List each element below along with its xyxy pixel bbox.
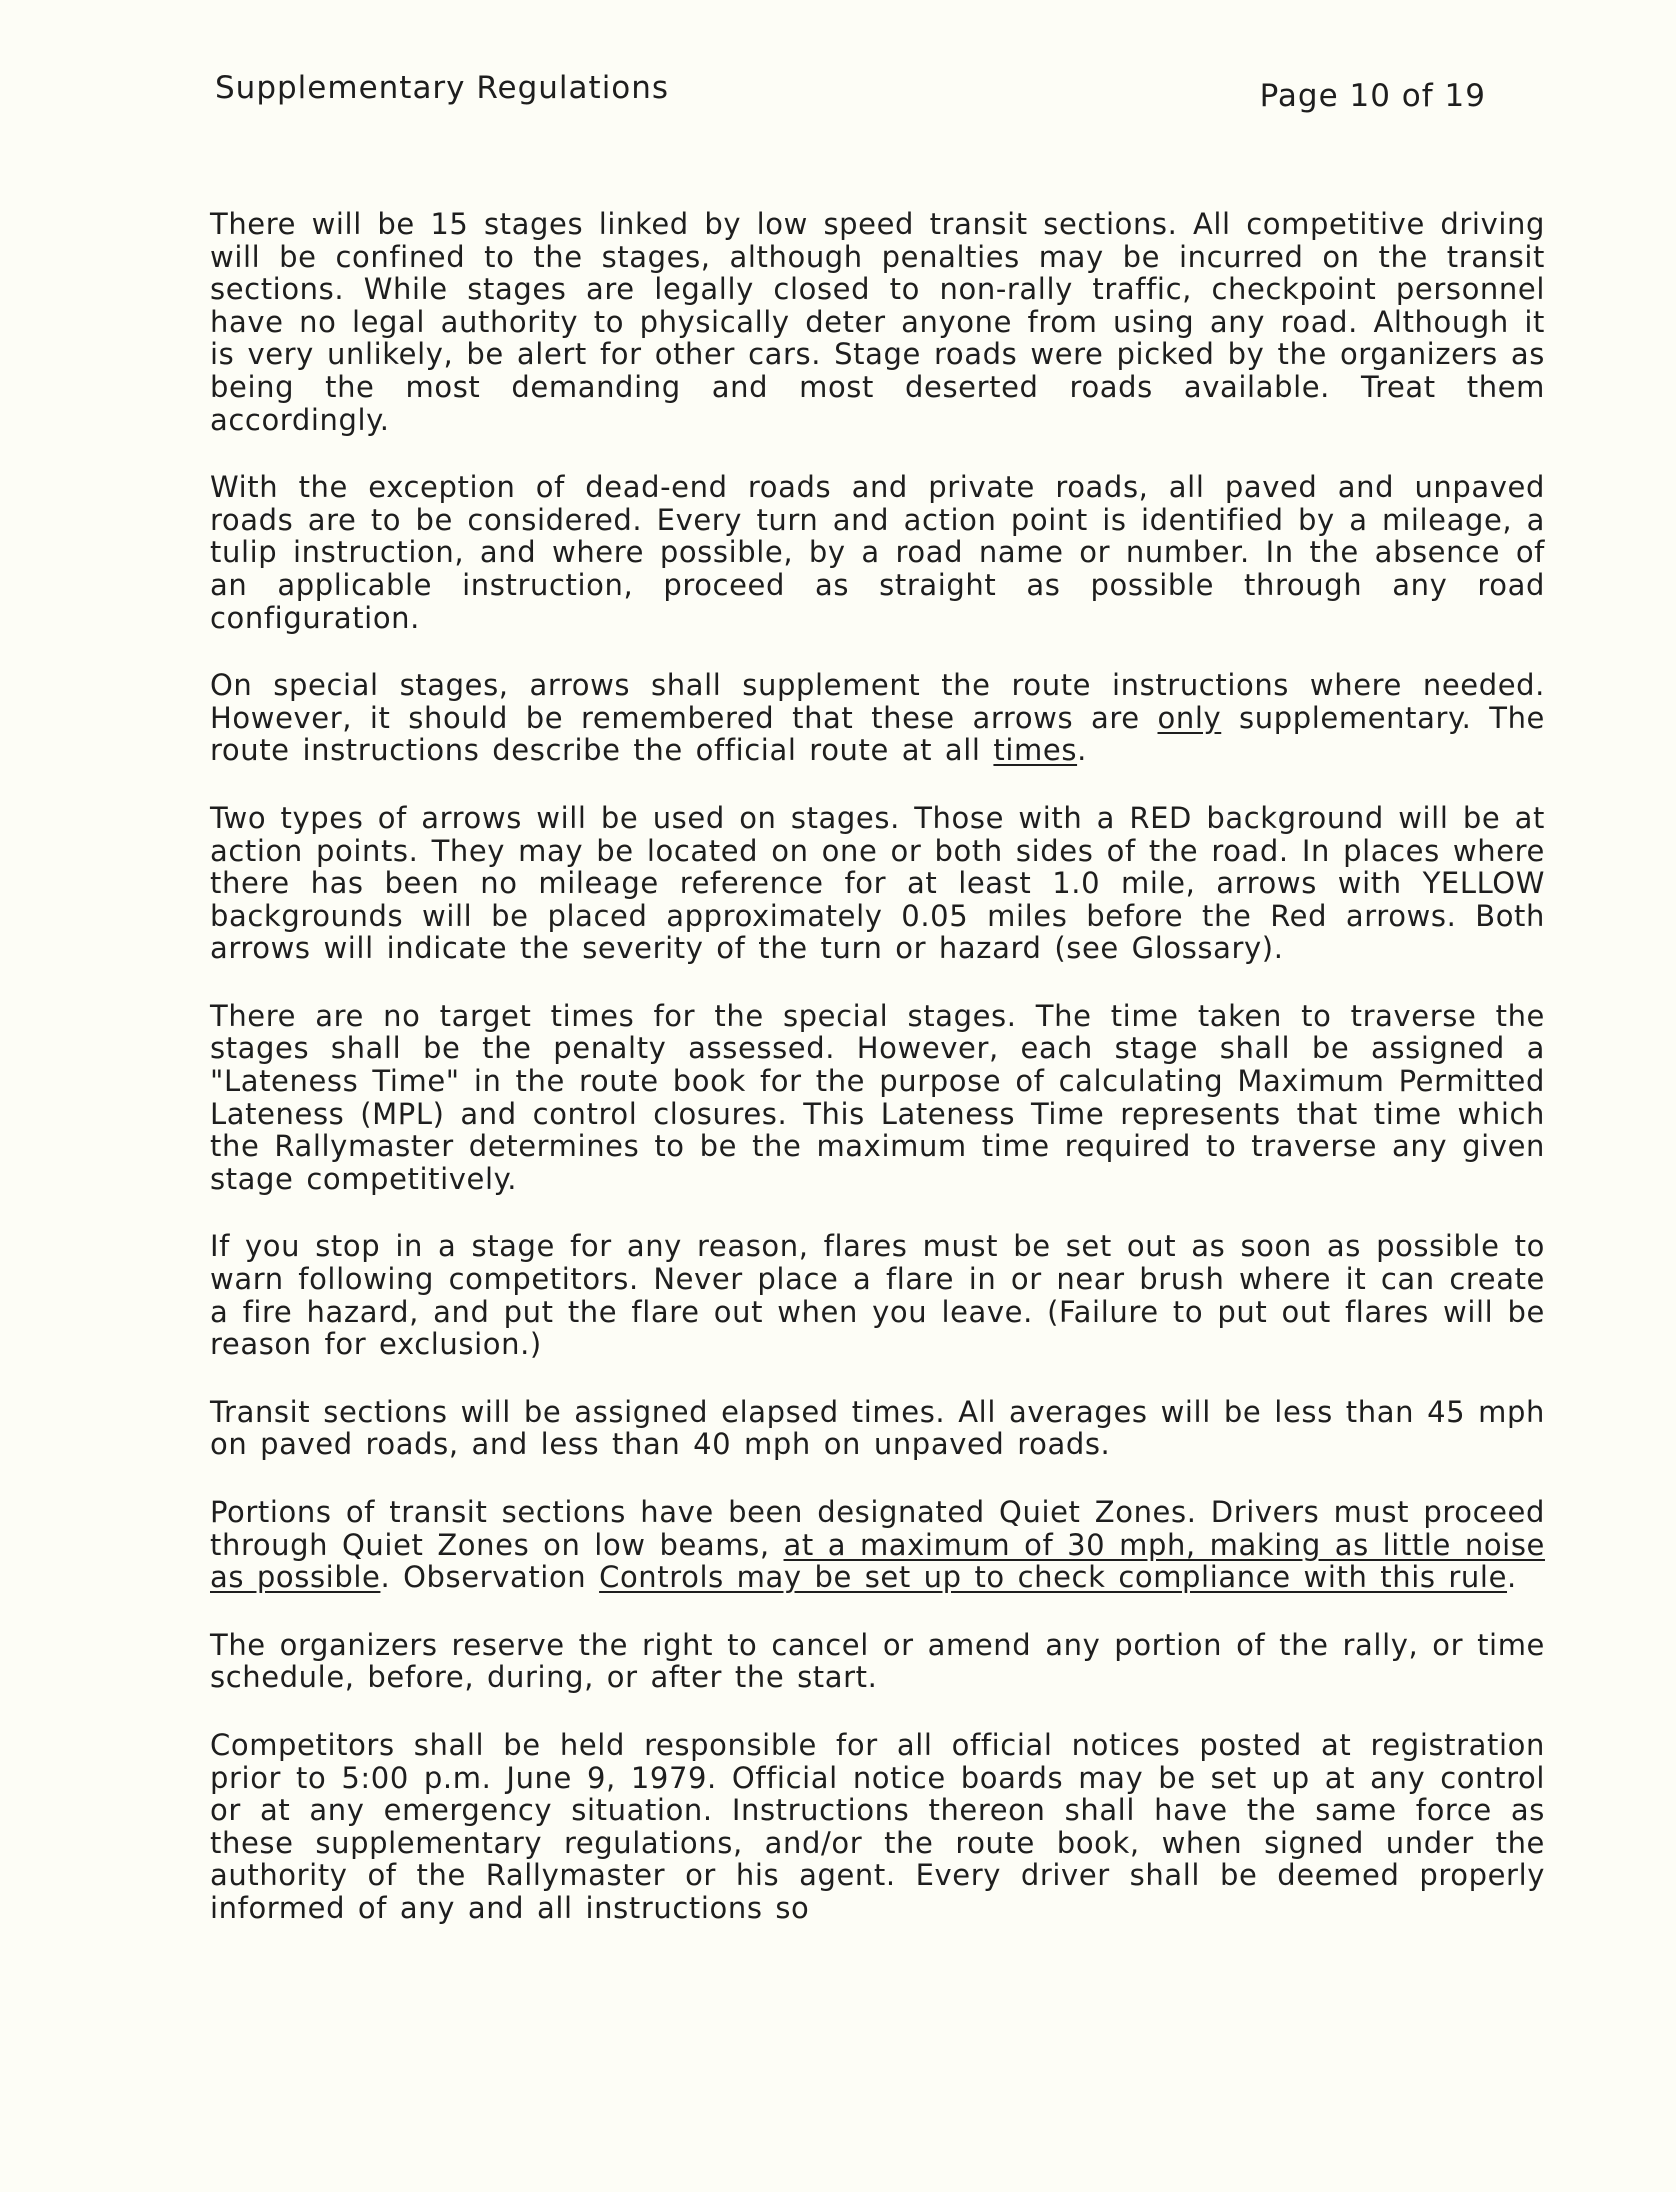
paragraph-target-times: There are no target times for the special stages. The time taken to traverse the stages shall be the penalty assessed. However, each stage shall be assigned a "Lateness Time" in the route book for the purpose of calculating Maximum Permitted Lateness (MPL) and control closures. This Lateness Time represents that time which the Rallymaster determines to be the maximum time required to traverse any given stage competitively. (210, 998, 1545, 1196)
paragraph-organizers: The organizers reserve the right to cancel or amend any portion of the rally, or time schedule, before, during, or after the start. (210, 1627, 1545, 1695)
paragraph-text: Portions of transit sections have been designated Quiet Zones. Drivers must proceed through Quiet Zones on low beams, (210, 1495, 1545, 1562)
paragraph-text: . Observation (380, 1560, 600, 1595)
underlined-text: at a maximum of 30 mph, making as little noise as possible (210, 1527, 1545, 1595)
page-header (215, 70, 1486, 114)
paragraph-roads: With the exception of dead-end roads and private roads, all paved and unpaved roads are to be considered. Every turn and action point is identified by a mileage, a tulip instruction, and where possible, by a road name or number. In the absence of an applicable instruction, proceed as straight as possible through any road configuration. (210, 470, 1545, 635)
paragraph-text: . (1507, 1560, 1517, 1595)
paragraph-text: supplementary. The route instructions describe the official route at all (210, 700, 1545, 768)
document-body (210, 208, 1545, 1960)
paragraph-arrow-types: Two types of arrows will be used on stages. Those with a RED background will be at action points. They may be located on one or both sides of the road. In places where there has been no mileage reference for at least 1.0 mile, arrows with YELLOW backgrounds will be placed approximately 0.05 miles before the Red arrows. Both arrows will indicate the severity of the turn or hazard (see Glossary). (210, 800, 1545, 966)
paragraph-text: On special stages, arrows shall supplement the route instructions where needed. However, it should be remembered that these arrows are (210, 668, 1545, 735)
paragraph-arrows-supplement (210, 669, 1545, 767)
paragraph-quiet-zones (210, 1496, 1545, 1594)
paragraph-transit: Transit sections will be assigned elapsed times. All averages will be less than 45 mph on paved roads, and less than 40 mph on unpaved roads. (210, 1394, 1545, 1462)
paragraph-stages: There will be 15 stages linked by low speed transit sections. All competitive driving will be confined to the stages, although penalties may be incurred on the transit sections. While stages are legally closed to non-rally traffic, checkpoint personnel have no legal authority to physically deter anyone from using any road. Although it is very unlikely, be alert for other cars. Stage roads were picked by the organizers as being the most demanding and most deserted roads available. Treat them accordingly. (210, 207, 1545, 437)
paragraph-flares: If you stop in a stage for any reason, flares must be set out as soon as possible to warn following competitors. Never place a flare in or near brush where it can create a fire hazard, and put the flare out when you leave. (Failure to put out flares will be reason for exclusion.) (210, 1229, 1545, 1362)
underlined-text: Controls may be set up to check compliance with this rule (599, 1560, 1508, 1595)
underlined-text: only (1157, 700, 1222, 735)
underlined-text: times (993, 733, 1078, 768)
paragraph-notices: Competitors shall be held responsible for all official notices posted at registration prior to 5:00 p.m. June 9, 1979. Official notice boards may be set up at any control or at any emergency situation. Instructions thereon shall have the same force as these supplementary regulations, and/or the route book, when signed under the authority of the Rallymaster or his agent. Every driver shall be deemed properly informed of any and all instructions so (210, 1727, 1545, 1925)
page-number: Page 10 of 19 (1259, 78, 1486, 114)
document-title: Supplementary Regulations (215, 70, 670, 106)
paragraph-text: . (1077, 733, 1087, 768)
